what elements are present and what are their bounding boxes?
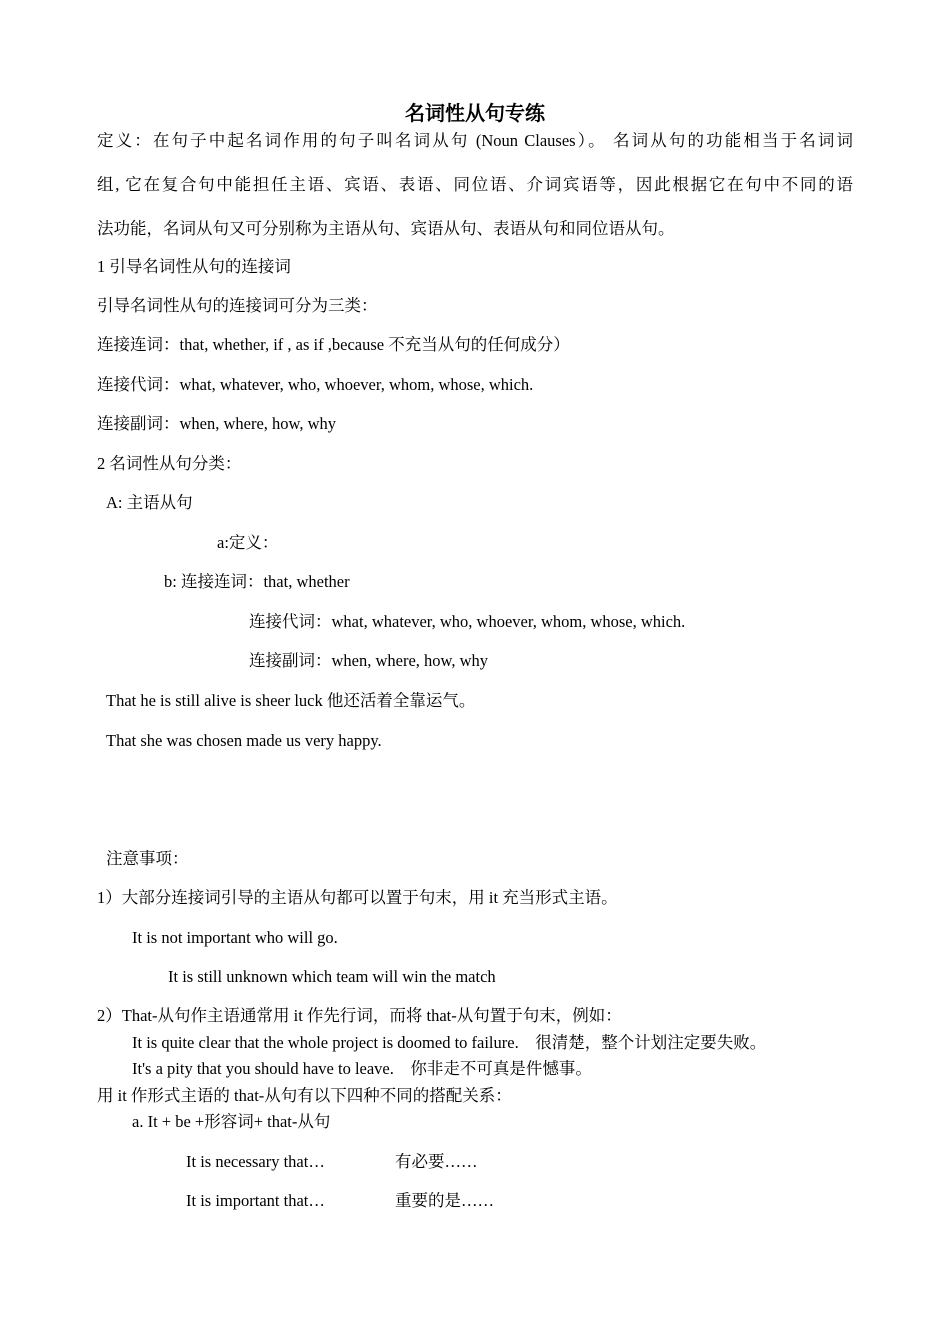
subject-clause-label: A: 主语从句 [106,493,193,512]
pattern-row-en: It is important that… [186,1191,325,1210]
section1-pronouns: 连接代词：what, whatever, who, whoever, whom, whose, which. [97,375,534,394]
pattern-row-en: It is necessary that… [186,1152,325,1171]
note-1-example-2: It is still unknown which team will win the match [168,967,496,986]
note-1-example-1: It is not important who will go. [132,928,338,947]
pattern-row-zh: 有必要…… [395,1152,478,1171]
definition-label: a:定义： [217,533,279,552]
subject-example-2: That she was chosen made us very happy. [106,731,382,750]
definition-line-2: 组, 它在复合句中能担任主语、宾语、表语、同位语、介词宾语等，因此根据它在句中不同的语 [97,175,853,194]
definition-line-3: 法功能，名词从句又可分别称为主语从句、宾语从句、表语从句和同位语从句。 [97,219,675,238]
note-2-example-2: It's a pity that you should have to leave. 你非走不可真是件憾事。 [132,1059,592,1078]
subject-example-1: That he is still alive is sheer luck 他还活着全靠运气。 [106,691,476,710]
definition-line-1: 定义：在句子中起名词作用的句子叫名词从句 (Noun Clauses）。 名词从句的功能相当于名词词 [97,131,853,150]
section1-adverbs: 连接副词：when, where, how, why [97,414,337,433]
pattern-row [186,1152,478,1172]
page-title: 名词性从句专练 [405,101,545,125]
pattern-a: a. It + be +形容词+ that-从句 [132,1112,331,1131]
pattern-row [186,1191,494,1211]
note-2: 2）That-从句作主语通常用 it 作先行词，而将 that-从句置于句末，例如： [97,1006,622,1025]
subject-conn-adv: 连接副词：when, where, how, why [249,651,489,670]
it-patterns-intro: 用 it 作形式主语的 that-从句有以下四种不同的搭配关系： [97,1086,512,1105]
section1-conjunctions: 连接连词：that, whether, if , as if ,because 不充当从句的任何成分） [97,335,570,354]
subject-conn-conj: b: 连接连词：that, whether [164,572,350,591]
subject-conn-pron: 连接代词：what, whatever, who, whoever, whom, whose, which. [249,612,686,631]
note-1: 1）大部分连接词引导的主语从句都可以置于句末，用 it 充当形式主语。 [97,888,618,907]
section1-heading: 1 引导名词性从句的连接词 [97,257,291,276]
section2-heading: 2 名词性从句分类： [97,454,242,473]
notes-heading: 注意事项： [106,849,189,868]
pattern-row-zh: 重要的是…… [395,1191,494,1210]
section1-intro: 引导名词性从句的连接词可分为三类： [97,296,378,315]
note-2-example-1: It is quite clear that the whole project is doomed to failure. 很清楚，整个计划注定要失败。 [132,1033,767,1052]
